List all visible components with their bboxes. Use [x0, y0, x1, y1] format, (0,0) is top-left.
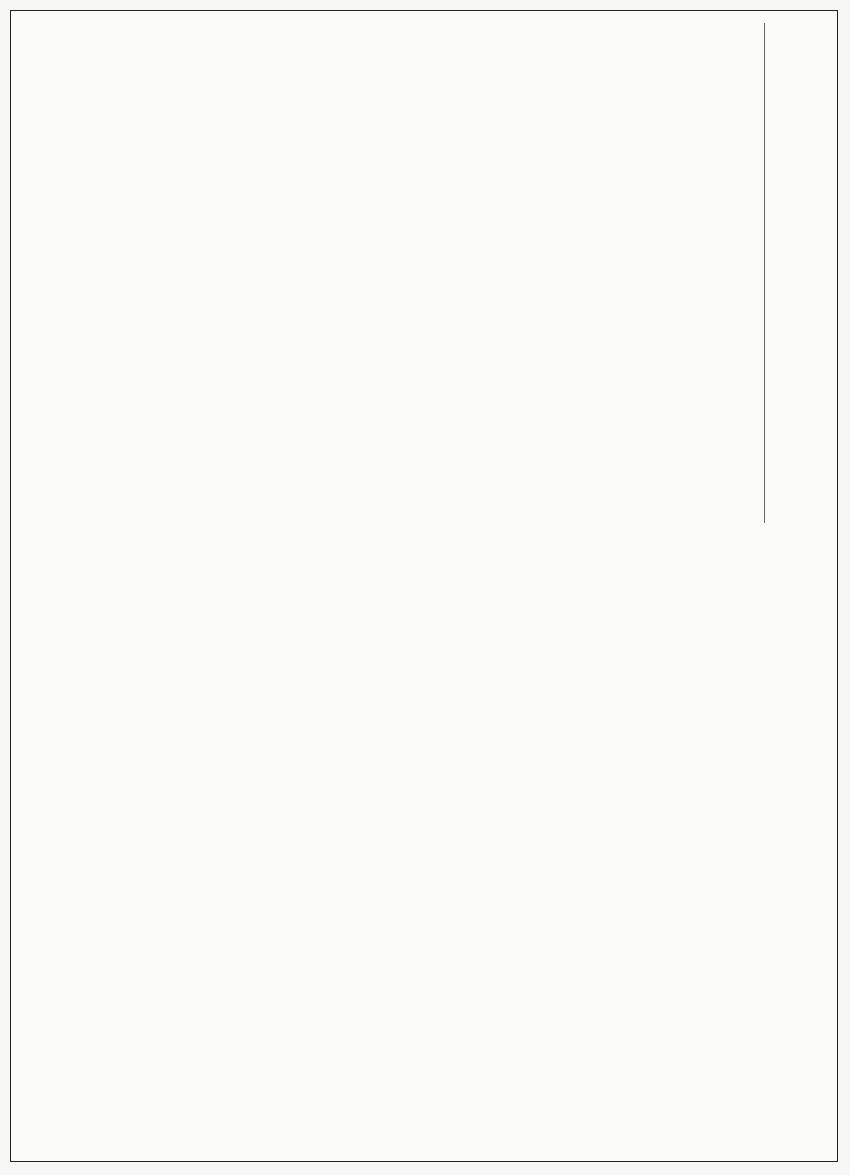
title-column: [764, 23, 825, 523]
page-sheet: [10, 10, 838, 1162]
